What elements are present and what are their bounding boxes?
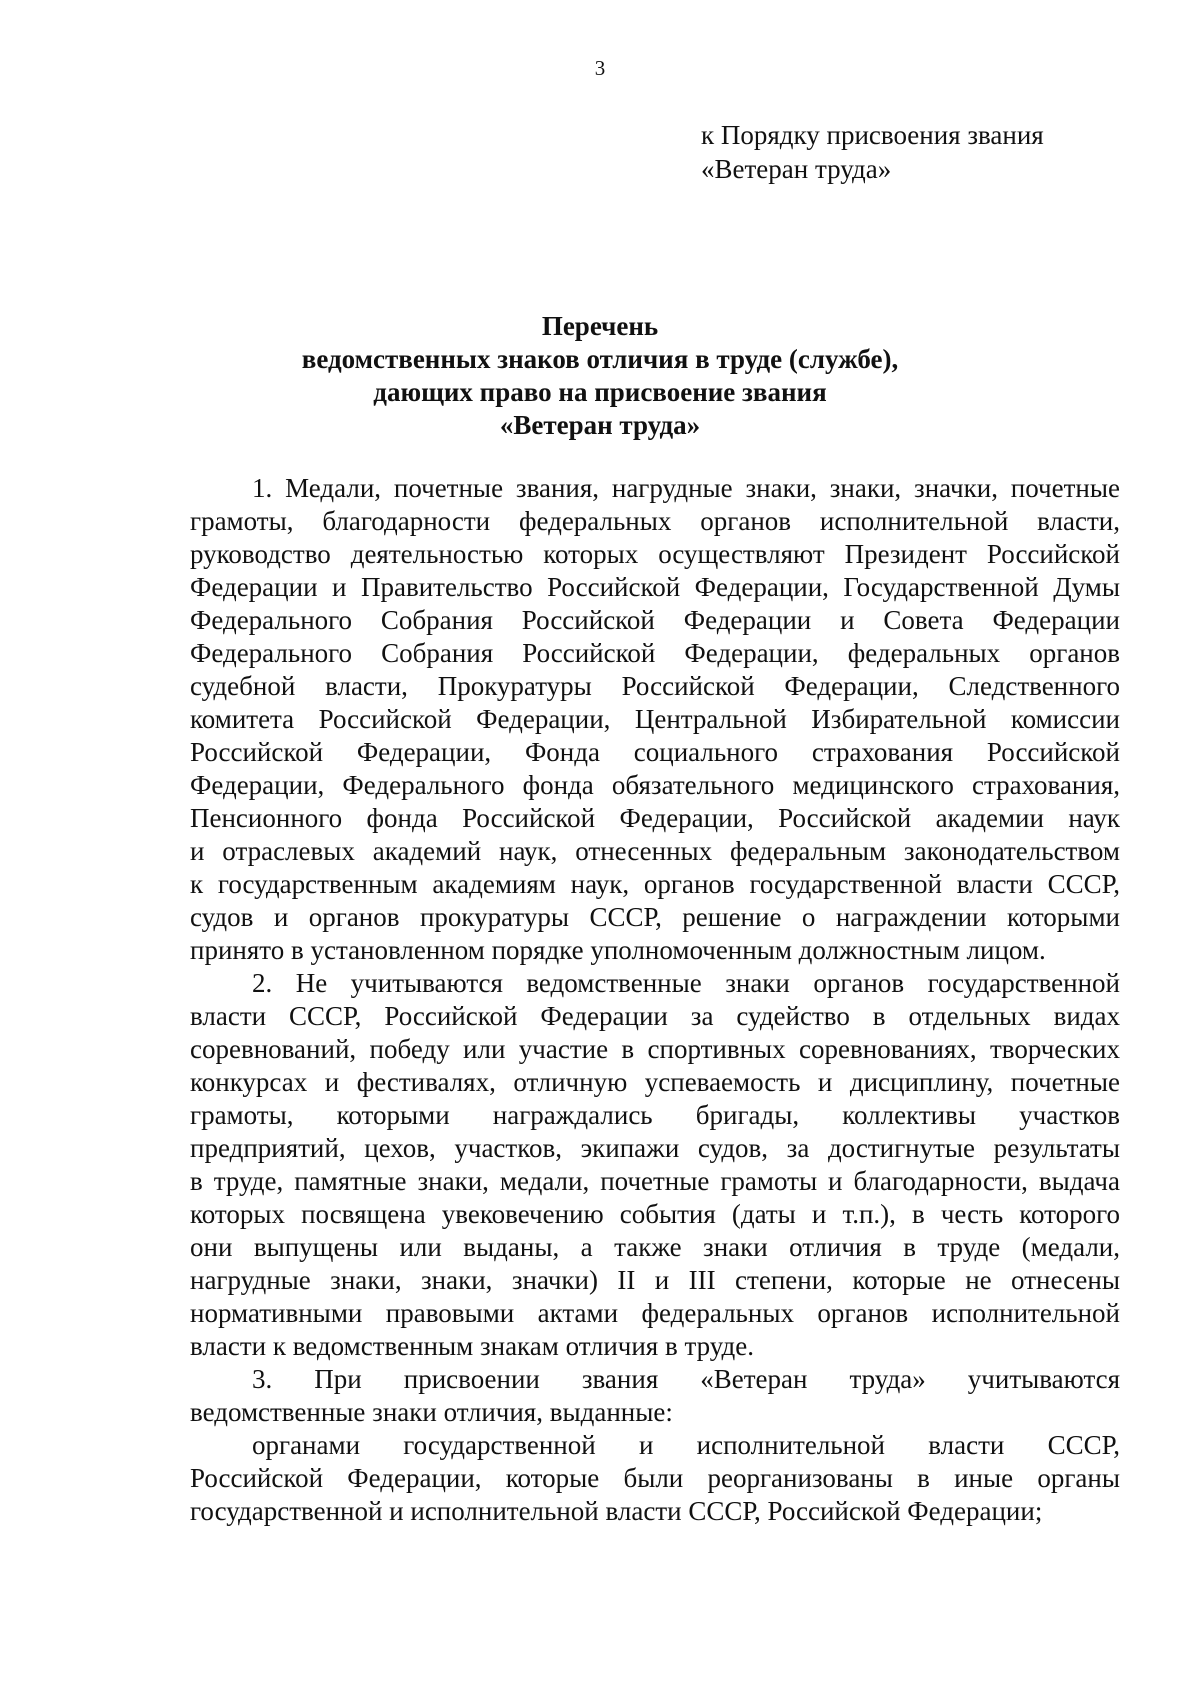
paragraph-line: нормативными правовыми актами федеральных органов исполнительной [190,1298,1120,1328]
paragraph-line: 3. При присвоении звания «Ветеран труда» учитываются [252,1364,1120,1394]
appendix-line: к Порядку присвоения звания [701,120,1044,150]
document-title [0,310,1200,442]
paragraph [190,1429,1120,1528]
paragraph-line: Федерального Собрания Российской Федерации и Совета Федерации [190,605,1120,635]
title-line: Перечень [541,311,659,341]
paragraph-line: ведомственные знаки отличия, выданные: [190,1397,673,1427]
paragraph-line: Федерации, Федерального фонда обязательного медицинского страхования, [190,770,1120,800]
paragraph-line: органами государственной и исполнительной власти СССР, [252,1430,1120,1460]
paragraph-line: в труде, памятные знаки, медали, почетные грамоты и благодарности, выдача [190,1166,1120,1196]
paragraph-line: Российской Федерации, которые были реорганизованы в иные органы [190,1463,1120,1493]
paragraph-line: 2. Не учитываются ведомственные знаки органов государственной [252,968,1120,998]
paragraph-line: грамоты, которыми награждались бригады, коллективы участков [190,1100,1120,1130]
paragraph [190,472,1120,967]
title-line: дающих право на присвоение звания [373,377,827,407]
paragraph-line: предприятий, цехов, участков, экипажи судов, за достигнутые результаты [190,1133,1120,1163]
paragraph-line: Российской Федерации, Фонда социального страхования Российской [190,737,1120,767]
paragraph-line: нагрудные знаки, знаки, значки) II и III степени, которые не отнесены [190,1265,1120,1295]
paragraph-line: руководство деятельностью которых осуществляют Президент Российской [190,539,1120,569]
paragraph-line: государственной и исполнительной власти СССР, Российской Федерации; [190,1496,1043,1526]
paragraph-line: к государственным академиям наук, органов государственной власти СССР, [190,869,1120,899]
page-number: 3 [594,56,606,80]
paragraph [190,967,1120,1363]
paragraph-line: Федерального Собрания Российской Федерации, федеральных органов [190,638,1120,668]
title-line: ведомственных знаков отличия в труде (службе), [301,344,899,374]
paragraph-line: они выпущены или выданы, а также знаки отличия в труде (медали, [190,1232,1120,1262]
paragraph-line: грамоты, благодарности федеральных органов исполнительной власти, [190,506,1120,536]
paragraph-line: власти СССР, Российской Федерации за судейство в отдельных видах [190,1001,1120,1031]
paragraph-line: соревнований, победу или участие в спортивных соревнованиях, творческих [190,1034,1120,1064]
paragraph-line: судебной власти, Прокуратуры Российской Федерации, Следственного [190,671,1120,701]
appendix-line: «Ветеран труда» [701,154,892,184]
paragraph-line: которых посвящена увековечению события (даты и т.п.), в честь которого [190,1199,1120,1229]
paragraph-line: власти к ведомственным знакам отличия в труде. [190,1331,755,1361]
paragraph-line: 1. Медали, почетные звания, нагрудные знаки, знаки, значки, почетные [252,473,1120,503]
paragraph-line: принято в установленном порядке уполномоченным должностным лицом. [190,935,1046,965]
paragraph-line: судов и органов прокуратуры СССР, решение о награждении которыми [190,902,1120,932]
document-body [190,472,1120,1528]
title-line: «Ветеран труда» [499,410,701,440]
appendix-reference [701,118,1044,186]
paragraph-line: комитета Российской Федерации, Центральной Избирательной комиссии [190,704,1120,734]
paragraph-line: Федерации и Правительство Российской Федерации, Государственной Думы [190,572,1120,602]
paragraph-line: и отраслевых академий наук, отнесенных федеральным законодательством [190,836,1120,866]
paragraph-line: конкурсах и фестивалях, отличную успеваемость и дисциплину, почетные [190,1067,1120,1097]
paragraph-line: Пенсионного фонда Российской Федерации, Российской академии наук [190,803,1120,833]
paragraph [190,1363,1120,1429]
